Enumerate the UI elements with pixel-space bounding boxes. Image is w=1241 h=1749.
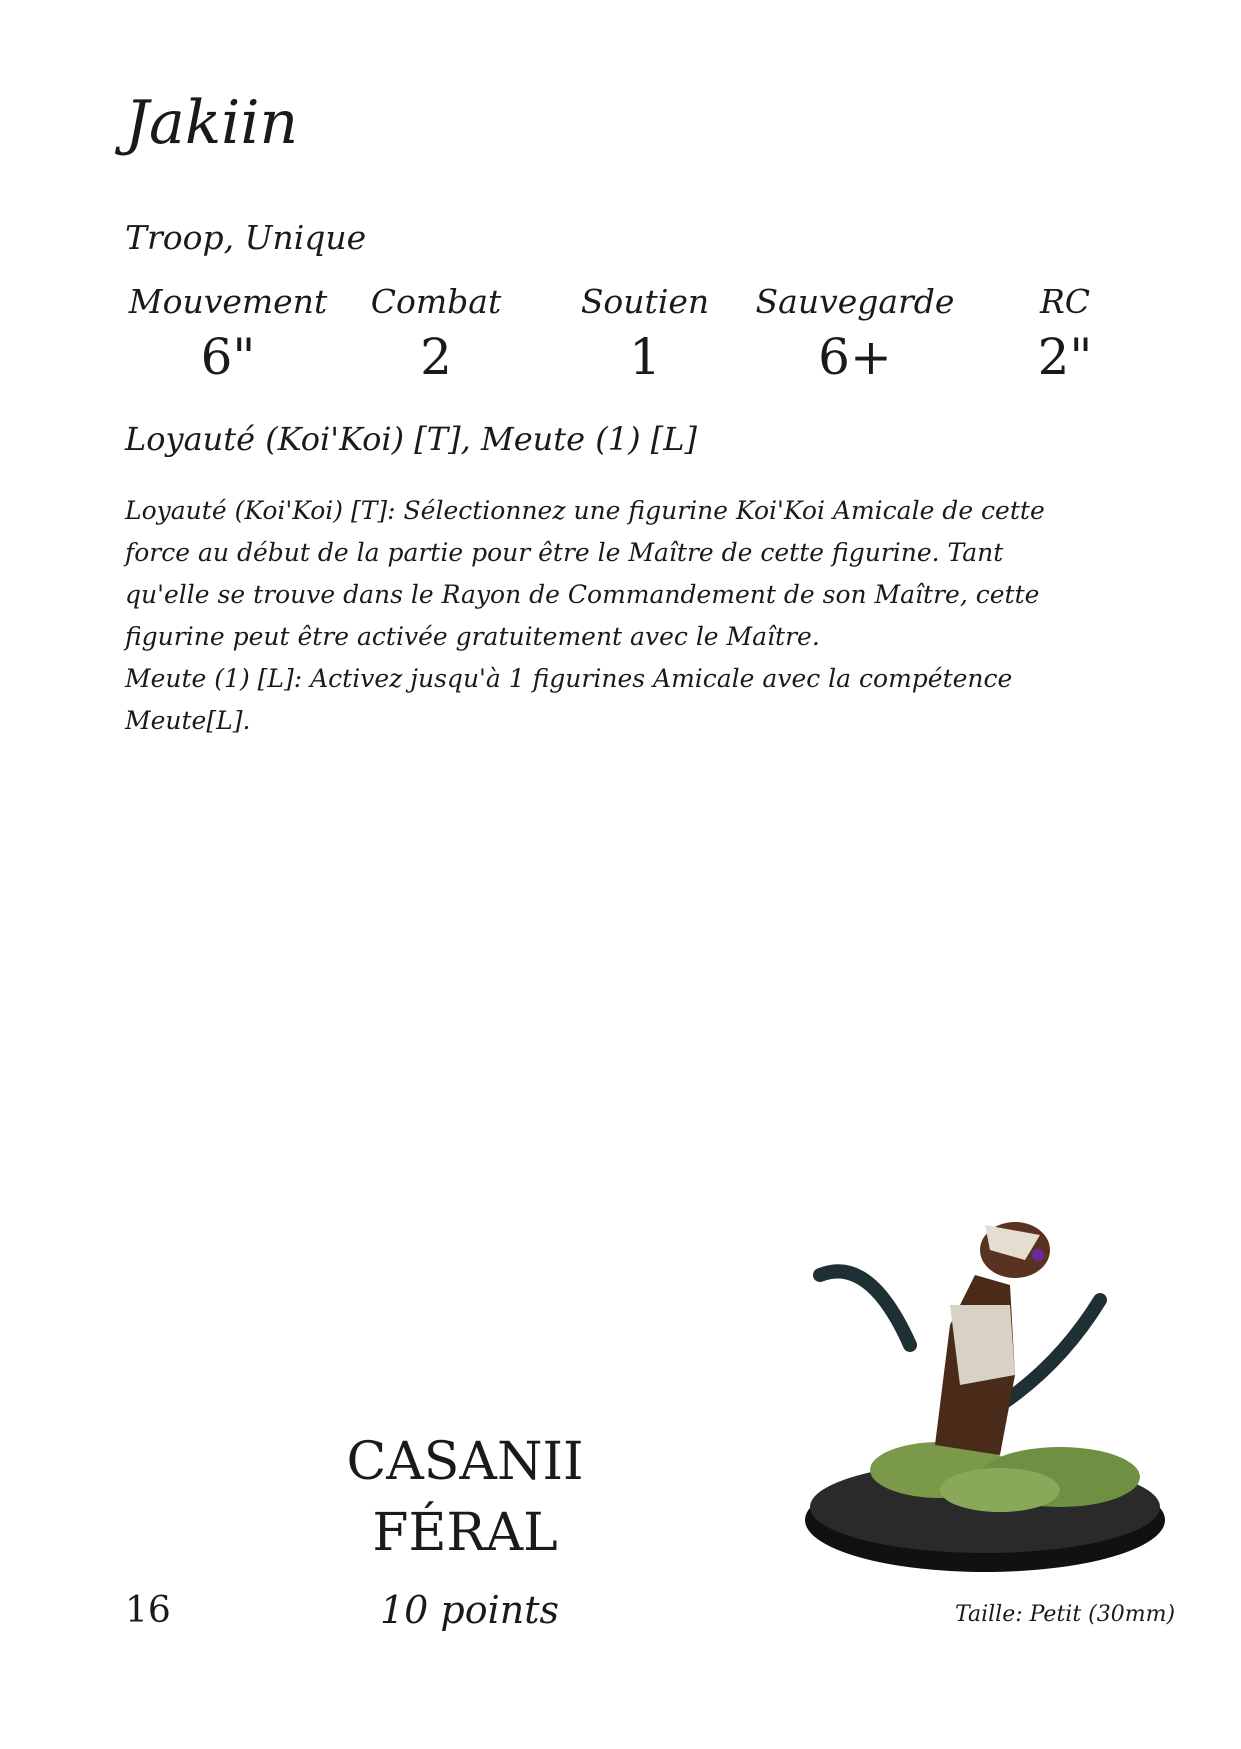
ability-description-loyaute: Loyauté (Koi'Koi) [T]: Sélectionnez une figurine Koi'Koi Amicale de cette force au début de la partie pour être le Maître de cette figurine. Tant qu'elle se trouve dans le Rayon de Commandement de son Maître, cette figurine peut être activée gratuitement avec le Maître.	[125, 496, 1045, 651]
stat-value-combat: 2	[420, 328, 452, 386]
faction-name-line1: CASANII	[346, 1432, 584, 1492]
ability-description-meute: Meute (1) [L]: Activez jusqu'à 1 figurines Amicale avec la compétence Meute[L].	[125, 664, 1013, 735]
stat-value-mouvement: 6"	[200, 328, 256, 386]
page-number: 16	[125, 1590, 171, 1631]
model-name: Jakiin	[125, 88, 299, 158]
stat-value-sauvegarde: 6+	[818, 328, 892, 386]
stat-label-mouvement: Mouvement	[128, 282, 328, 321]
model-type: Troop, Unique	[125, 218, 367, 257]
points-cost: 10 points	[380, 1588, 560, 1632]
ability-descriptions	[125, 490, 1085, 742]
stat-value-rc: 2"	[1037, 328, 1093, 386]
model-size: Taille: Petit (30mm)	[955, 1602, 1176, 1627]
stat-label-sauvegarde: Sauvegarde	[755, 282, 955, 321]
stat-value-soutien: 1	[629, 328, 661, 386]
stat-label-combat: Combat	[370, 282, 502, 321]
abilities-line: Loyauté (Koi'Koi) [T], Meute (1) [L]	[125, 420, 697, 458]
faction-name-line2: FÉRAL	[372, 1503, 558, 1563]
stat-label-soutien: Soutien	[580, 282, 710, 321]
miniature-image	[800, 1215, 1170, 1575]
stat-label-rc: RC	[1039, 282, 1091, 321]
